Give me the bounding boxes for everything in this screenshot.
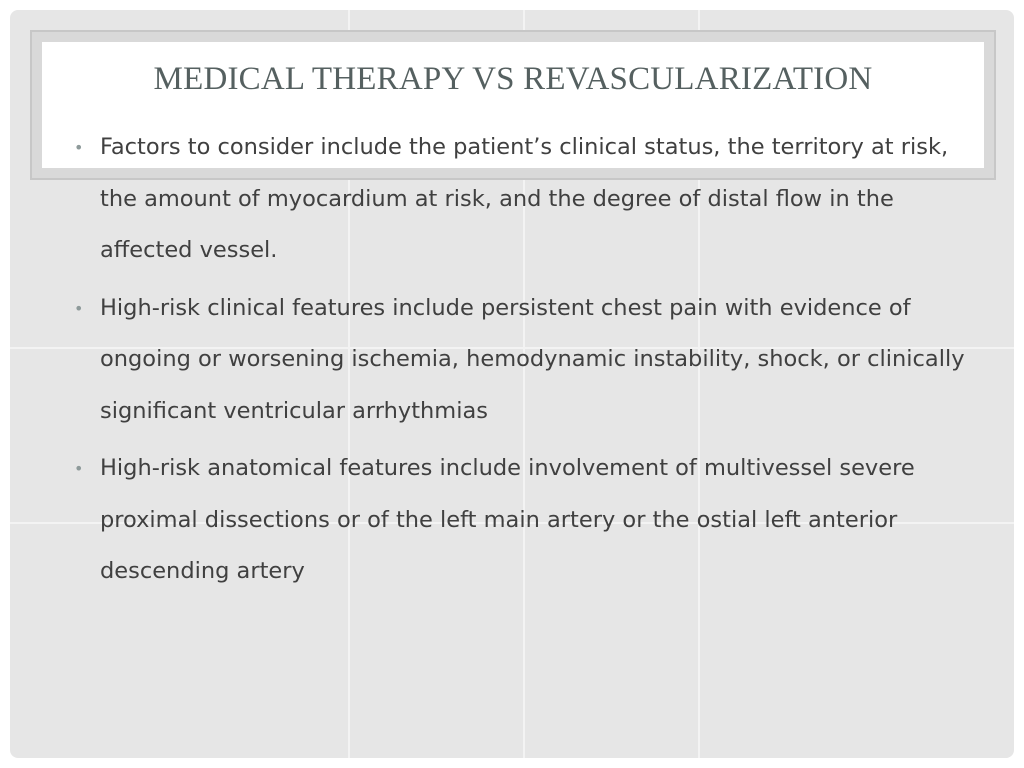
slide <box>10 10 1014 758</box>
bullet-item <box>74 443 974 598</box>
bullet-dot-icon: • <box>74 298 84 318</box>
bullet-item <box>74 283 974 438</box>
bullet-text: High-risk anatomical features include involvement of multivessel severe proximal dissections or of the left main artery or the ostial left anterior descending artery <box>100 455 915 584</box>
bullet-text: High-risk clinical features include persistent chest pain with evidence of ongoing or worsening ischemia, hemodynamic instability, shock, or clinically significant ventricular arrhythmias <box>100 294 965 424</box>
bullet-text: Factors to consider include the patient’s clinical status, the territory at risk, the amount of myocardium at risk, and the degree of distal flow in the affected vessel. <box>100 134 949 263</box>
bullet-dot-icon: • <box>74 138 84 157</box>
bullet-dot-icon: • <box>74 459 84 478</box>
slide-title: MEDICAL THERAPY VS REVASCULARIZATION <box>153 61 873 97</box>
bullet-list <box>74 122 974 604</box>
bullet-item <box>74 122 974 277</box>
